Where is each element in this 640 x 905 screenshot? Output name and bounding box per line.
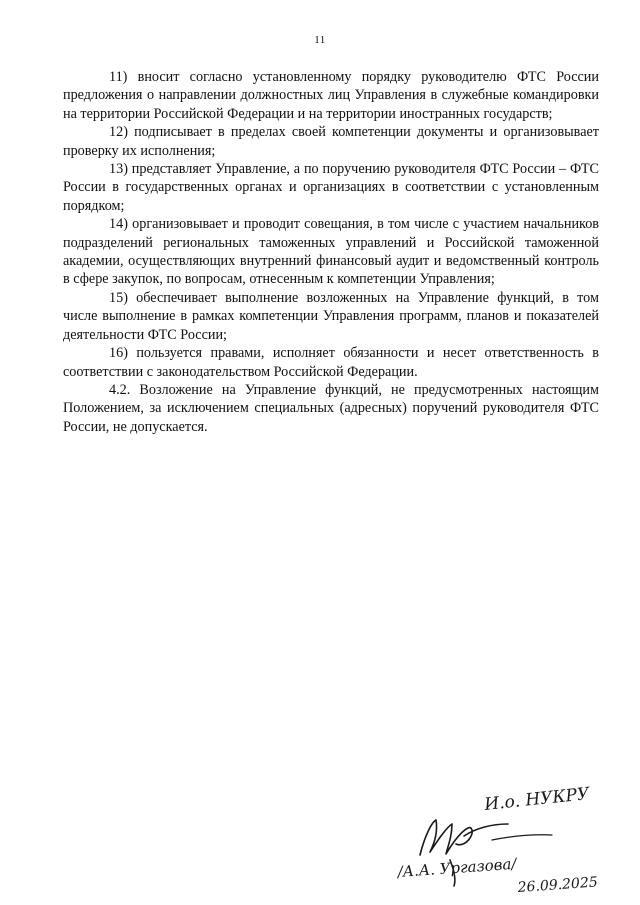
handwritten-signature-block bbox=[380, 780, 630, 896]
handwritten-name-note: /А.А. Ургазова/ bbox=[397, 854, 517, 881]
page-number: 11 bbox=[314, 34, 326, 46]
document-body bbox=[63, 68, 599, 436]
handwritten-date-note: 26.09.2025 bbox=[517, 874, 599, 896]
paragraph-section-4-2: 4.2. Возложение на Управление функций, не предусмотренных настоящим Положением, за исключением специальных (адресных) поручений руководителя ФТС России, не допускается. bbox=[63, 381, 599, 435]
signature-graphic bbox=[380, 780, 630, 896]
signature-underline-stroke bbox=[492, 835, 552, 840]
paragraph-item-13: 13) представляет Управление, а по поручению руководителя ФТС России – ФТС России в государственных органах и организациях в соответствии с установленным порядком; bbox=[63, 161, 599, 214]
paragraph-item-14: 14) организовывает и проводит совещания, в том числе с участием начальников подразделений региональных таможенных управлений и Российской таможенной академии, осуществляющих внутренний финансовый аудит и ведомственный контроль в сфере закупок, по вопросам, отнесенным к компетенции Управления; bbox=[63, 216, 599, 288]
paragraph-item-15: 15) обеспечивает выполнение возложенных на Управление функций, в том числе выполнение в рамках компетенции Управления программ, планов и показателей деятельности ФТС России; bbox=[63, 289, 599, 343]
handwritten-position-note: И.о. НУКРУ bbox=[483, 784, 591, 815]
paragraph-item-12: 12) подписывает в пределах своей компетенции документы и организовывает проверку их исполнения; bbox=[63, 124, 599, 159]
paragraph-item-16: 16) пользуется правами, исполняет обязанности и несет ответственность в соответствии с законодательством Российской Федерации. bbox=[63, 345, 599, 380]
paragraph-item-11: 11) вносит согласно установленному порядку руководителю ФТС России предложения о направлении должностных лиц Управления в служебные командировки на территории Российской Федерации и на территории иностранных государств; bbox=[63, 69, 599, 122]
